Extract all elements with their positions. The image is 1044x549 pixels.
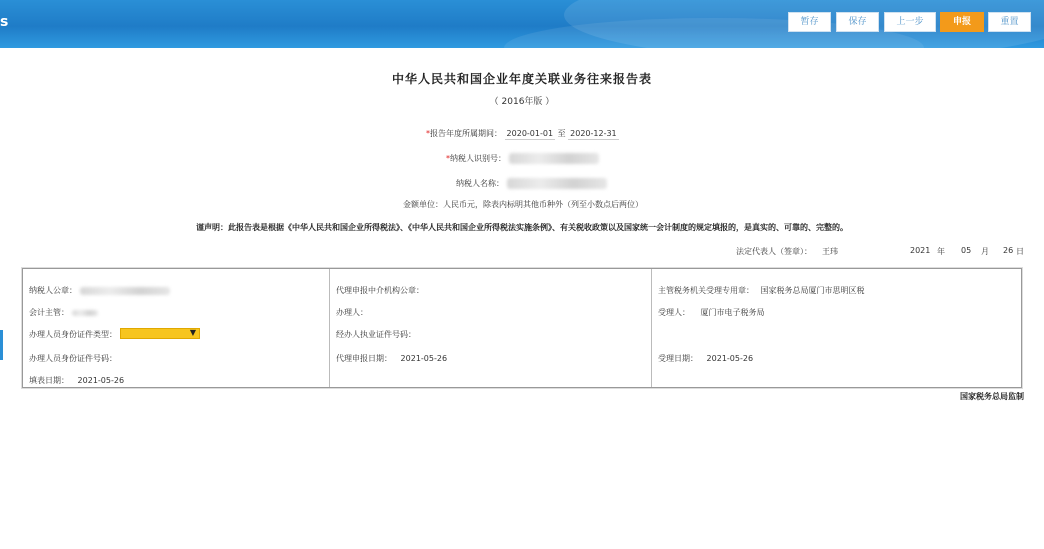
receiver-row bbox=[658, 307, 765, 318]
edition-label: （ 2016年版 ） bbox=[489, 97, 555, 107]
handler-id-type-label: 办理人员身份证件类型： bbox=[29, 330, 117, 339]
signature-panel bbox=[22, 268, 1022, 388]
year-unit: 年 bbox=[937, 247, 945, 256]
taxpayer-seal-label: 纳税人公章： bbox=[29, 286, 77, 295]
header-bar bbox=[0, 0, 1044, 48]
taxpayer-name-row bbox=[456, 178, 607, 189]
period-start-input[interactable]: 2020-01-01 bbox=[506, 129, 554, 138]
taxpayer-id-redacted[interactable] bbox=[509, 153, 599, 164]
accountant-row bbox=[29, 307, 98, 318]
legal-rep-label: 法定代表人（签章）： bbox=[736, 247, 812, 256]
supervisor-mark: 国家税务总局监制 bbox=[960, 392, 1024, 401]
save-draft-button[interactable]: 暂存 bbox=[788, 12, 831, 32]
agent-date-value: 2021-05-26 bbox=[400, 354, 448, 363]
taxpayer-seal-row bbox=[29, 285, 170, 296]
month-unit: 月 bbox=[981, 247, 989, 256]
sign-year: 2021 bbox=[910, 246, 931, 255]
period-end-input[interactable]: 2020-12-31 bbox=[570, 129, 617, 138]
period-label: 报告年度所属期间： bbox=[430, 129, 502, 138]
day-unit: 日 bbox=[1016, 247, 1024, 256]
fill-date-label: 填表日期： bbox=[29, 376, 69, 385]
taxpayer-name-redacted[interactable] bbox=[507, 178, 607, 189]
submit-button[interactable]: 申报 bbox=[940, 12, 984, 32]
taxpayer-id-row bbox=[446, 153, 599, 164]
agent-seal-label: 代理申报中介机构公章： bbox=[336, 286, 424, 295]
legal-rep-name: 王玮 bbox=[822, 247, 838, 256]
agent-cert-label: 经办人执业证件号码： bbox=[336, 330, 416, 339]
fill-date-value: 2021-05-26 bbox=[77, 376, 125, 385]
side-handle[interactable] bbox=[0, 330, 3, 360]
save-button[interactable]: 保存 bbox=[836, 12, 879, 32]
accept-date-value: 2021-05-26 bbox=[706, 354, 754, 363]
tax-office-seal-label: 主管税务机关受理专用章： bbox=[658, 286, 754, 295]
agent-date-label: 代理申报日期： bbox=[336, 354, 392, 363]
agent-column bbox=[329, 269, 651, 387]
taxpayer-name-label: 纳税人名称： bbox=[456, 179, 504, 188]
taxpayer-seal-redacted bbox=[80, 287, 170, 295]
receiver-name: 厦门市电子税务局 bbox=[700, 308, 765, 317]
accept-date-label: 受理日期： bbox=[658, 354, 698, 363]
sign-month: 05 bbox=[961, 246, 972, 255]
period-to-label: 至 bbox=[557, 129, 566, 138]
handler-id-no-label: 办理人员身份证件号码： bbox=[29, 354, 117, 363]
taxpayer-id-label: 纳税人识别号： bbox=[450, 154, 506, 163]
dropdown-arrow-icon: ▼ bbox=[189, 328, 196, 337]
receiver-label: 受理人： bbox=[658, 308, 690, 317]
prev-step-button[interactable]: 上一步 bbox=[884, 12, 936, 32]
handler-id-type-select[interactable] bbox=[120, 328, 200, 339]
amount-unit-note: 金额单位：人民币元，除表内标明其他币种外（列至小数点后两位） bbox=[403, 200, 643, 209]
accept-date-row bbox=[658, 353, 753, 364]
logo-fragment-icon: s bbox=[0, 14, 9, 30]
required-mark: * bbox=[426, 129, 430, 138]
tax-office-column bbox=[651, 269, 1021, 387]
required-mark: * bbox=[446, 154, 450, 163]
taxpayer-column bbox=[23, 269, 329, 387]
accountant-redacted bbox=[72, 310, 98, 316]
tax-office-seal-row bbox=[658, 285, 865, 296]
period-row bbox=[426, 128, 619, 140]
agent-handler-label: 办理人： bbox=[336, 308, 368, 317]
sign-day: 26 bbox=[1003, 246, 1014, 255]
declaration-text: 谨声明：此报告表是根据《中华人民共和国企业所得税法》、《中华人民共和国企业所得税法实施条例》、有关税收政策以及国家统一会计制度的规定填报的，是真实的、可靠的、完整的。 bbox=[196, 223, 848, 232]
fill-date-row bbox=[29, 375, 124, 386]
agent-date-row bbox=[336, 353, 447, 364]
accountant-label: 会计主管： bbox=[29, 308, 69, 317]
tax-office-name: 国家税务总局厦门市思明区税 bbox=[760, 286, 865, 295]
reset-button[interactable]: 重置 bbox=[988, 12, 1031, 32]
page-title: 中华人民共和国企业年度关联业务往来报告表 bbox=[391, 72, 652, 86]
